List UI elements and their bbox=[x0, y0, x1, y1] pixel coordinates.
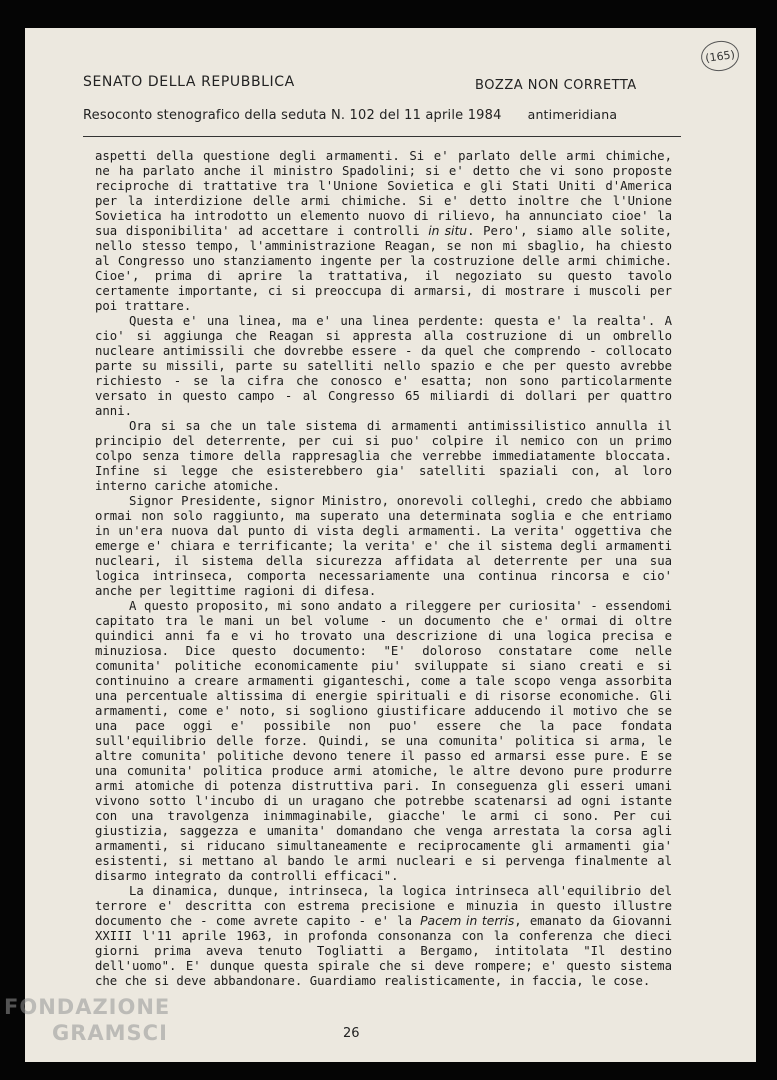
paragraph-1: aspetti della questione degli armamenti. Si e' parlato delle armi chimiche, ne ha parlato anche il ministro Spadolini; si e' detto che vi sono proposte reciproche di trattative tra l'Unione Sovietica e gli Stati Uniti d'America per la interdizione delle armi chimiche. Si e' detto inoltre che l'Unione Sovietica ha introdotto un elemento nuovo di rilievo, ha annunciato cioe' la sua disponibilita' ad accettare i controlli in situ. Pero', siamo alle solite, nello stesso tempo, l'amministrazione Reagan, se non mi sbaglio, ha chiesto al Congresso uno stanziamento ingente per la costruzione delle armi chimiche. Cioe', prima di aprire la trattativa, il negoziato su questo tavolo certamente importante, ci si preoccupa di armarsi, di mostrare i muscoli per poi trattare. bbox=[95, 149, 672, 313]
institution-heading: SENATO DELLA REPUBBLICA bbox=[83, 74, 295, 90]
paragraph-4: Signor Presidente, signor Ministro, onorevoli colleghi, credo che abbiamo ormai non solo raggiunto, ma superato una determinata soglia e che entriamo in un'era nuova dal punto di vista degli armamenti. La verita' oggettiva che emerge e' chiara e terrificante; la verita' e' che il sistema degli armamenti nucleari, il sistema della sicurezza affidata al deterrente per una sua logica intrinseca, comporta necessariamente una continua rincorsa e cio' anche per legittime ragioni di difesa. bbox=[95, 494, 672, 598]
watermark-line-1: FONDAZIONE bbox=[4, 995, 171, 1019]
session-label: antimeridiana bbox=[527, 107, 618, 122]
header-divider bbox=[83, 136, 681, 137]
paragraph-2: Questa e' una linea, ma e' una linea perdente: questa e' la realta'. A cio' si aggiunga che Reagan si appresta alla costruzione di un ombrello nucleare antimissili che dovrebbe essere - da quel che comprendo - collocato parte su missili, parte su satelliti nello spazio e che per questo avrebbe richiesto - se la cifra che conosco e' esatta; non sono particolarmente versato in questo campo - al Congresso 65 miliardi di dollari per quattro anni. bbox=[95, 314, 672, 418]
transcript-body bbox=[95, 149, 672, 989]
paragraph-6: La dinamica, dunque, intrinseca, la logica intrinseca all'equilibrio del terrore e' descritta con estrema precisione e minuzia in questo illustre documento che - come avrete capito - e' la Pacem in terris, emanato da Giovanni XXIII l'11 aprile 1963, in profonda consonanza con la conferenza che dieci giorni prima aveva tenuto Togliatti a Bergamo, intitolata "Il destino dell'uomo". E' dunque questa spirale che si deve rompere; e' questo sistema che che si deve abbandonare. Guardiamo realisticamente, in faccia, le cose. bbox=[95, 884, 672, 988]
watermark-line-2: GRAMSCI bbox=[52, 1021, 168, 1045]
draft-status: BOZZA NON CORRETTA bbox=[475, 78, 637, 93]
report-title: Resoconto stenografico della seduta N. 102 del 11 aprile 1984 bbox=[83, 108, 502, 123]
document-page bbox=[25, 28, 756, 1062]
archive-watermark bbox=[4, 994, 170, 1046]
italic-term: in situ bbox=[428, 224, 468, 238]
paragraph-3: Ora si sa che un tale sistema di armamenti antimissilistico annulla il principio del deterrente, per cui si puo' colpire il nemico con un primo colpo senza timore della rappresaglia che verrebbe immediatamente bloccata. Infine si legge che esisterebbero gia' satelliti spaziali con, al loro interno cariche atomiche. bbox=[95, 419, 672, 493]
archive-stamp: (165) bbox=[699, 39, 741, 74]
page-number: 26 bbox=[343, 1026, 360, 1041]
report-subheader bbox=[83, 107, 617, 123]
italic-title: Pacem in terris bbox=[420, 914, 515, 928]
paragraph-5: A questo proposito, mi sono andato a rileggere per curiosita' - essendomi capitato tra le mani un bel volume - un documento che e' ormai di oltre quindici anni fa e vi ho trovato una descrizione di una logica precisa e minuziosa. Dice questo documento: "E' doloroso constatare come nelle comunita' politiche economicamente piu' sviluppate si siano creati e si continuino a creare armamenti giganteschi, come a tale scopo venga assorbita una percentuale altissima di energie spirituali e di risorse economiche. Gli armamenti, come e' noto, si sogliono giustificare adducendo il motivo che se una pace oggi e' possibile non puo' essere che la pace fondata sull'equilibrio delle forze. Quindi, se una comunita' politica si arma, le altre comunita' politiche devono tenere il passo ed armarsi esse pure. E se una comunita' politica produce armi atomiche, le altre devono pure produrre armi atomiche di potenza distruttiva pari. In conseguenza gli esseri umani vivono sotto l'incubo di un uragano che potrebbe scatenarsi ad ogni istante con una travolgenza inimmaginabile, giacche' le armi ci sono. Per cui giustizia, saggezza e umanita' domandano che venga arrestata la corsa agli armamenti, si riducano simultaneamente e reciprocamente gli armamenti gia' esistenti, si mettano al bando le armi nucleari e si pervenga finalmente al disarmo integrato da controlli efficaci". bbox=[95, 599, 672, 883]
